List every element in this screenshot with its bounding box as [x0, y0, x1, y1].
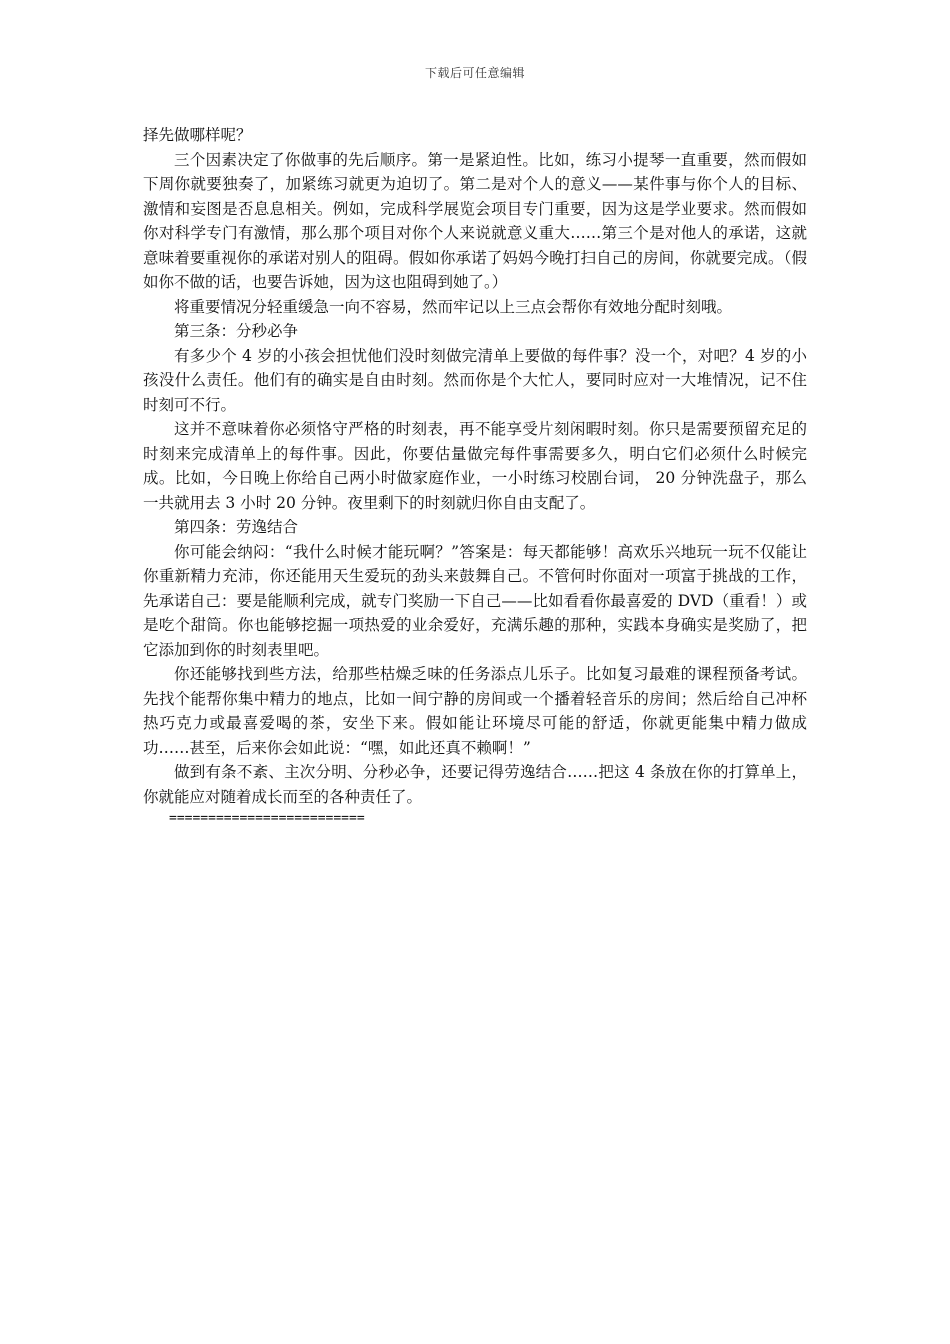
paragraph-priority-factors: 三个因素决定了你做事的先后顺序。第一是紧迫性。比如，练习小提琴一直重要，然而假如下周你就要独奏了，加紧练习就更为迫切了。第二是对个人的意义——某件事与你个人的目标、激情和妄图是否息息相关。例如，完成科学展览会项目专门重要，因为这是学业要求。然而假如你对科学专门有激情，那么那个项目对你个人来说就意义重大……第三个是对他人的承诺，这就意味着要重视你的承诺对别人的阻碍。假如你承诺了妈妈今晚打扫自己的房间，你就要完成。（假如你不做的话，也要告诉她，因为这也阻碍到她了。） — [143, 150, 807, 291]
section-heading-rule-four: 第四条：劳逸结合 — [174, 518, 299, 536]
section-heading-rule-three: 第三条：分秒必争 — [174, 322, 299, 340]
end-divider: ========================= — [169, 811, 365, 826]
document-body — [143, 123, 807, 829]
paragraph-boring-tasks: 你还能够找到些方法，给那些枯燥乏味的任务添点儿乐子。比如复习最难的课程预备考试。先找个能帮你集中精力的地点，比如一间宁静的房间或一个播着轻音乐的房间；然后给自己冲杯热巧克力或最喜爱喝的茶，安坐下来。假如能让环境尽可能的舒适，你就更能集中精力做成功……甚至，后来你会如此说：“嘿，如此还真不赖啊！” — [143, 665, 807, 757]
paragraph-time-estimate: 这并不意味着你必须恪守严格的时刻表，再不能享受片刻闲暇时刻。你只是需要预留充足的时刻来完成清单上的每件事。因此，你要估量做完每件事需要多久，明白它们必须什么时候完成。比如，今日晚上你给自己两小时做家庭作业，一小时练习校剧台词， 20 分钟洗盘子，那么一共就用去 3 小时 20 分钟。夜里剩下的时刻就归你自由支配了。 — [143, 420, 807, 512]
paragraph-priority-summary: 将重要情况分轻重缓急一向不容易，然而牢记以上三点会帮你有效地分配时刻哦。 — [174, 297, 733, 316]
paragraph-four-year-olds: 有多少个 4 岁的小孩会担忧他们没时刻做完清单上要做的每件事？没一个，对吧？4 岁的小孩没什么责任。他们有的确实是自由时刻。然而你是个大忙人，要同时应对一大堆情况，记不住时刻可不行。 — [143, 346, 807, 414]
paragraph-continuation: 择先做哪样呢？ — [143, 126, 252, 144]
paragraph-conclusion: 做到有条不紊、主次分明、分秒必争，还要记得劳逸结合……把这 4 条放在你的打算单上，你就能应对随着成长而至的各种责任了。 — [143, 763, 807, 806]
page-header: 下载后可任意编辑 — [424, 66, 525, 80]
paragraph-play-reward: 你可能会纳闷：“我什么时候才能玩啊？”答案是：每天都能够！高欢乐兴地玩一玩不仅能让你重新精力充沛，你还能用天生爱玩的劲头来鼓舞自己。不管何时你面对一项富于挑战的工作，先承诺自己：要是能顺利完成，就专门奖励一下自己——比如看看你最喜爱的 DVD（重看！）或是吃个甜筒。你也能够挖掘一项热爱的业余爱好，充满乐趣的那种，实践本身确实是奖励了，把它添加到你的时刻表里吧。 — [143, 542, 807, 659]
